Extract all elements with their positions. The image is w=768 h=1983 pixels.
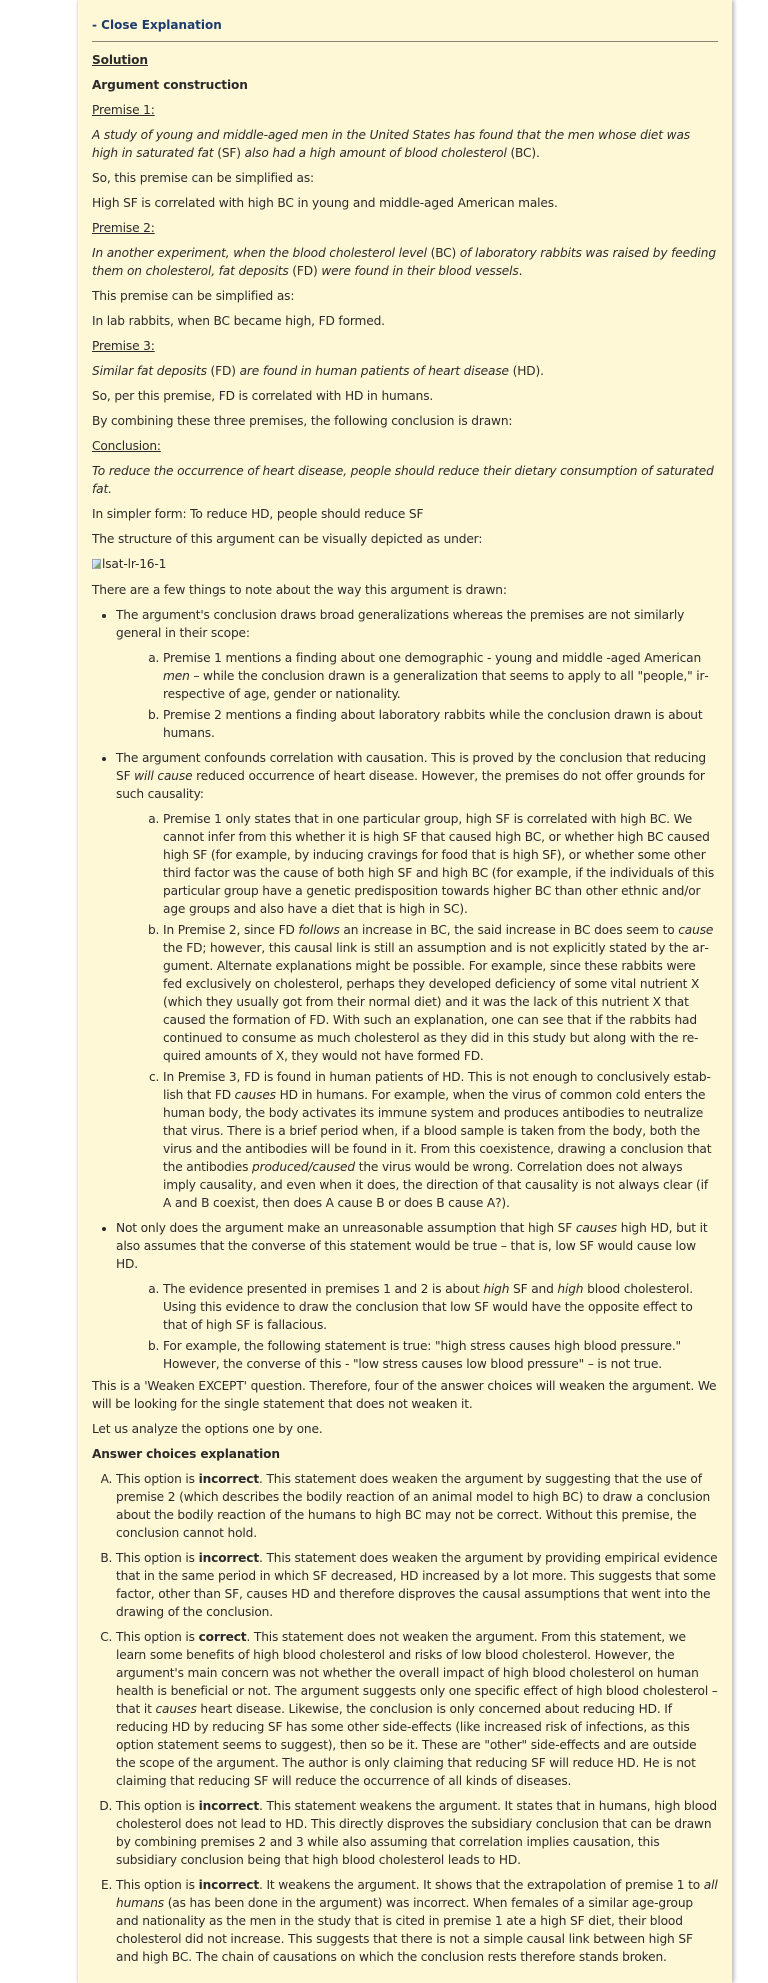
solution-title: Solution	[92, 53, 148, 67]
conclusion-text: To reduce the occurrence of heart disease, people should reduce their dietary consumption of saturated fat.	[92, 464, 714, 496]
premise-2-simplified: In lab rabbits, when BC became high, FD formed.	[92, 314, 385, 328]
close-explanation-link[interactable]: - Close Explanation	[92, 18, 222, 32]
note-text: The argument's conclusion draws broad generalizations whereas the premises are not similarly general in their scope:	[116, 608, 685, 640]
premise-3-label: Premise 3:	[92, 339, 155, 353]
note-subitem: a. The evidence presented in premises 1 and 2 is about high SF and high blood cholesterol. Using this evidence to draw the conclusion that low SF would have the opposite effect to that of high SF is fallacious.	[163, 1280, 718, 1334]
argument-diagram-image	[92, 555, 718, 574]
note-sublist	[116, 810, 718, 1212]
note-subitem: a. Premise 1 mentions a finding about one demographic - young and middle -aged American men – while the conclusion drawn is a generalization that seems to apply to all "people," irrespective of age, gender or nationality.	[163, 649, 718, 703]
note-subitem: b. In Premise 2, since FD follows an increase in BC, the said increase in BC does seem to cause the FD; however, this causal link is still an assumption and is not explicitly stated by the argument. Alternate explanations might be possible. For example, since these rabbits were fed exclusively on cholesterol, perhaps they developed deficiency of some vital nutrient X (which they usually got from their normal diet) and it was the lack of this nutrient X that caused the formation of FD. With such an explanation, one can see that if the rabbits had continued to consume as much cholesterol as they did in this study but along with the required amounts of X, they would not have formed FD.	[163, 921, 718, 1065]
conclusion-label: Conclusion:	[92, 439, 161, 453]
structure-intro: The structure of this argument can be visually depicted as under:	[92, 532, 483, 546]
premise-2-text: In another experiment, when the blood cholesterol level (BC) of laboratory rabbits was raised by feeding them on cholesterol, fat deposits (FD) were found in their blood vessels.	[92, 246, 716, 278]
note-item	[116, 749, 718, 1212]
answer-choice-c: C. This option is correct. This statement does not weaken the argument. From this statement, we learn some benefits of high blood cholesterol and risks of low blood cholesterol. However, the argument's main concern was not whether the overall impact of high blood cholesterol on human health is beneficial or not. The argument suggests only one specific effect of high blood cholesterol – that it causes heart disease. Likewise, the conclusion is only concerned about reducing HD. If reducing HD by reducing SF has some other side-effects (like increased risk of infections, as this option statement seems to suggest), then so be it. These are "other" side-effects and are outside the scope of the argument. The author is only claiming that reducing SF will reduce HD. He is not claiming that reducing SF will reduce the occurrence of all kinds of diseases.	[116, 1628, 718, 1790]
answer-choice-a: A. This option is incorrect. This statement does weaken the argument by suggesting that the use of premise 2 (which describes the bodily reaction of an animal model to high BC) to draw a conclusion about the bodily reaction of the humans to high BC may not be correct. Without this premise, the conclusion cannot hold.	[116, 1470, 718, 1542]
premise-1-text: A study of young and middle-aged men in the United States has found that the men whose diet was high in saturated fat (SF) also had a high amount of blood cholesterol (BC).	[92, 128, 690, 160]
premise-3-simplified: So, per this premise, FD is correlated with HD in humans.	[92, 389, 434, 403]
answers-heading: Answer choices explanation	[92, 1447, 280, 1461]
conclusion-simpler: In simpler form: To reduce HD, people should reduce SF	[92, 507, 424, 521]
premise-3-text: Similar fat deposits (FD) are found in human patients of heart disease (HD).	[92, 364, 544, 378]
notes-intro: There are a few things to note about the way this argument is drawn:	[92, 583, 507, 597]
answer-choice-b: B. This option is incorrect. This statement does weaken the argument by providing empirical evidence that in the same period in which SF decreased, HD increased by a lot more. This suggests that some factor, other than SF, causes HD and therefore disproves the causal assumptions that went into the drawing of the conclusion.	[116, 1549, 718, 1621]
premise-2-label: Premise 2:	[92, 221, 155, 235]
analyze-intro: Let us analyze the options one by one.	[92, 1422, 323, 1436]
solution-content	[92, 51, 718, 1966]
note-subitem: b. Premise 2 mentions a finding about laboratory rabbits while the conclusion drawn is about humans.	[163, 706, 718, 742]
note-item	[116, 1219, 718, 1373]
premise-1-label: Premise 1:	[92, 103, 155, 117]
premise-1-simplified: High SF is correlated with high BC in young and middle-aged American males.	[92, 196, 558, 210]
combining-text: By combining these three premises, the following conclusion is drawn:	[92, 414, 513, 428]
image-alt-text: lsat-lr-16-1	[102, 557, 167, 571]
question-type-text: This is a 'Weaken EXCEPT' question. Therefore, four of the answer choices will weaken the argument. We will be looking for the single statement that does not weaken it.	[92, 1379, 717, 1411]
notes-list	[92, 606, 718, 1373]
note-item	[116, 606, 718, 742]
premise-2-simplified-intro: This premise can be simplified as:	[92, 289, 295, 303]
note-sublist	[116, 1280, 718, 1373]
premise-1-simplified-intro: So, this premise can be simplified as:	[92, 171, 315, 185]
argument-construction-heading: Argument construction	[92, 78, 248, 92]
explanation-panel	[78, 0, 732, 1983]
note-subitem: b. For example, the following statement is true: "high stress causes high blood pressure." However, the converse of this - "low stress causes low blood pressure" – is not true.	[163, 1337, 718, 1373]
note-text: The argument confounds correlation with causation. This is proved by the conclusion that reducing SF will cause reduced occurrence of heart disease. However, the premises do not offer grounds for such causality:	[116, 751, 707, 801]
note-text: Not only does the argument make an unreasonable assumption that high SF causes high HD, but it also assumes that the converse of this statement would be true – that is, low SF would cause low HD.	[116, 1221, 708, 1271]
answer-choices-list	[92, 1470, 718, 1966]
broken-image-icon	[92, 559, 101, 569]
answer-choice-d: D. This option is incorrect. This statement weakens the argument. It states that in humans, high blood cholesterol does not lead to HD. This directly disproves the subsidiary conclusion that can be drawn by combining premises 2 and 3 while also assuming that correlation implies causation, this subsidiary conclusion being that high blood cholesterol leads to HD.	[116, 1797, 718, 1869]
answer-choice-e: E. This option is incorrect. It weakens the argument. It shows that the extrapolation of premise 1 to all humans (as has been done in the argument) was incorrect. When females of a similar age-group and nationality as the men in the study that is cited in premise 1 ate a high SF diet, their blood cholesterol did not increase. This suggests that there is not a simple causal link between high SF and high BC. The chain of causations on which the conclusion rests therefore stands broken.	[116, 1876, 718, 1966]
note-subitem: c. In Premise 3, FD is found in human patients of HD. This is not enough to conclusively establish that FD causes HD in humans. For example, when the virus of common cold enters the human body, the body activates its immune system and produces antibodies to neutralize that virus. There is a brief period when, if a blood sample is taken from the body, both the virus and the antibodies will be found in it. From this coexistence, drawing a conclusion that the antibodies produced/caused the virus would be wrong. Correlation does not always imply causality, and even when it does, the direction of that causality is not always clear (if A and B coexist, then does A cause B or does B cause A?).	[163, 1068, 718, 1212]
note-sublist	[116, 649, 718, 742]
note-subitem: a. Premise 1 only states that in one particular group, high SF is correlated with high BC. We cannot infer from this whether it is high SF that caused high BC, or whether high BC caused high SF (for example, by inducing cravings for food that is high SF), or whether some other third factor was the cause of both high SF and high BC (for example, if the individuals of this particular group have a genetic predisposition towards higher BC than other ethnic and/or age groups and also have a diet that is high in SC).	[163, 810, 718, 918]
divider	[92, 41, 718, 42]
